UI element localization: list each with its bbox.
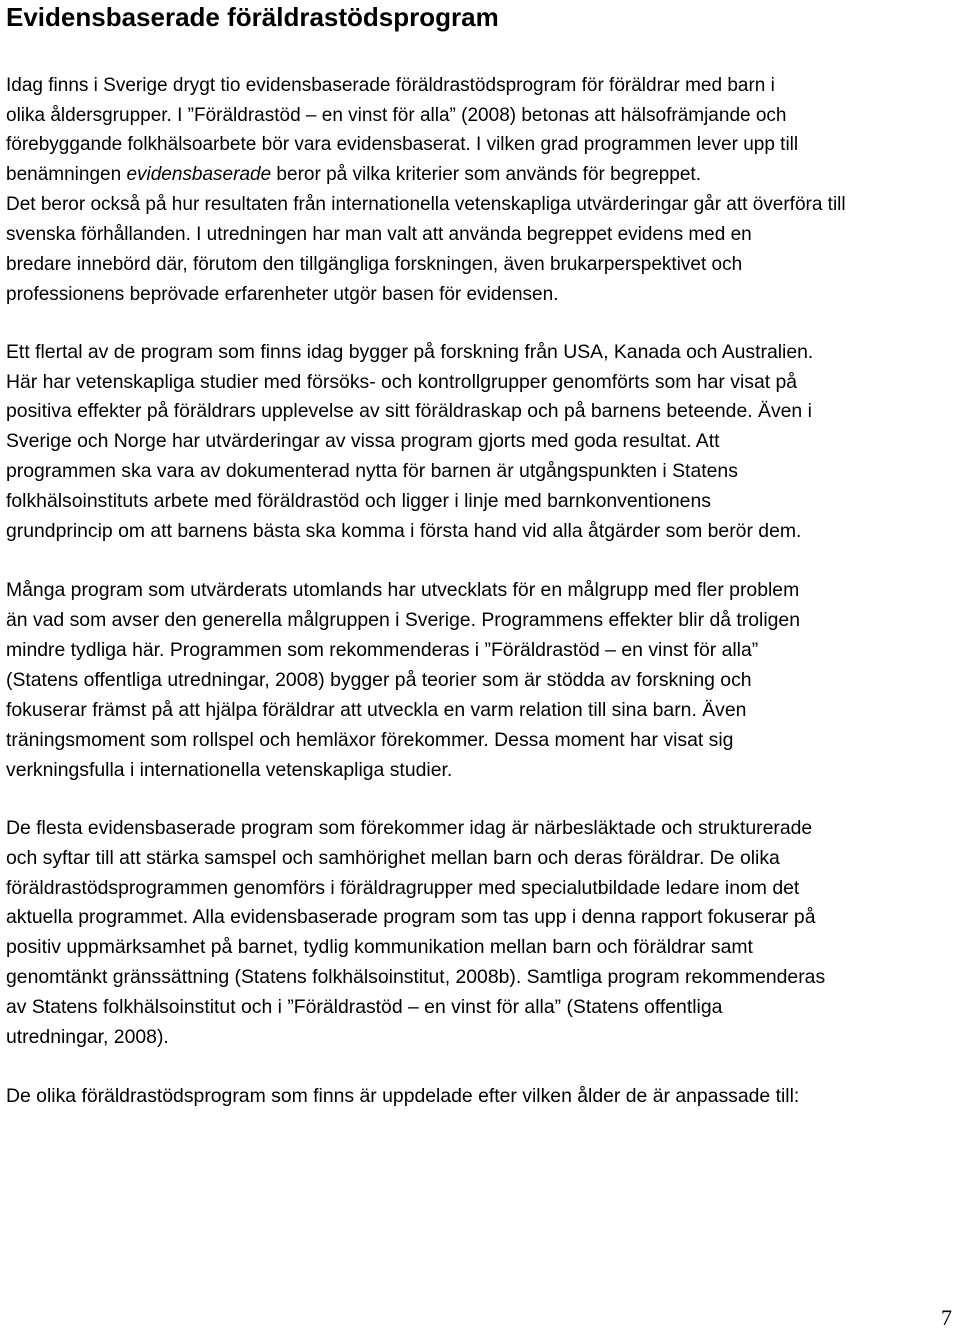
text-line <box>6 163 701 187</box>
text-segment: beror på vilka kriterier som används för begreppet. <box>271 164 701 185</box>
text-line: förebyggande folkhälsoarbete bör vara evidensbaserat. I vilken grad programmen lever upp till <box>6 134 799 155</box>
text-line: utredningar, 2008). <box>6 1026 169 1048</box>
text-line: professionens beprövade erfarenheter utgör basen för evidensen. <box>6 284 559 305</box>
text-line: Sverige och Norge har utvärderingar av vissa program gjorts med goda resultat. Att <box>6 430 720 452</box>
emphasized-term: evidensbaserade <box>126 164 272 185</box>
text-line: olika åldersgrupper. I ”Föräldrastöd – en vinst för alla” (2008) betonas att hälsofrämjande och <box>6 105 787 126</box>
text-line: aktuella programmet. Alla evidensbaserade program som tas upp i denna rapport fokuserar på <box>6 906 816 928</box>
page-title: Evidensbaserade föräldrastödsprogram <box>6 2 499 32</box>
text-line: träningsmoment som rollspel och hemläxor förekommer. Dessa moment har visat sig <box>6 729 734 751</box>
text-line: föräldrastödsprogrammen genomförs i föräldragrupper med specialutbildade ledare inom det <box>6 877 800 899</box>
text-line: programmen ska vara av dokumenterad nytta för barnen är utgångspunkten i Statens <box>6 460 738 482</box>
page-number: 7 <box>941 1305 952 1330</box>
text-line: (Statens offentliga utredningar, 2008) bygger på teorier som är stödda av forskning och <box>6 669 752 691</box>
text-line: än vad som avser den generella målgruppen i Sverige. Programmens effekter blir då troligen <box>6 609 801 631</box>
text-line: mindre tydliga här. Programmen som rekommenderas i ”Föräldrastöd – en vinst för alla” <box>6 639 759 661</box>
text-line: Ett flertal av de program som finns idag bygger på forskning från USA, Kanada och Australien. <box>6 341 814 363</box>
text-line: verkningsfulla i internationella vetenskapliga studier. <box>6 759 453 781</box>
text-line: grundprincip om att barnens bästa ska komma i första hand vid alla åtgärder som berör dem. <box>6 520 802 542</box>
text-line: Det beror också på hur resultaten från internationella vetenskapliga utvärderingar går att överföra till <box>6 194 846 215</box>
text-line: genomtänkt gränssättning (Statens folkhälsoinstitut, 2008b). Samtliga program rekommenderas <box>6 966 826 988</box>
text-line: positiv uppmärksamhet på barnet, tydlig kommunikation mellan barn och föräldrar samt <box>6 936 753 958</box>
text-line: Här har vetenskapliga studier med försöks- och kontrollgrupper genomförts som har visat på <box>6 371 798 393</box>
text-line: folkhälsoinstituts arbete med föräldrastöd och ligger i linje med barnkonventionens <box>6 490 711 512</box>
text-line: De olika föräldrastödsprogram som finns är uppdelade efter vilken ålder de är anpassade till: <box>6 1085 800 1107</box>
text-segment: benämningen <box>6 164 127 185</box>
text-line: och syftar till att stärka samspel och samhörighet mellan barn och deras föräldrar. De olika <box>6 847 780 869</box>
text-line: Idag finns i Sverige drygt tio evidensbaserade föräldrastödsprogram för föräldrar med barn i <box>6 75 775 96</box>
text-line: Många program som utvärderats utomlands har utvecklats för en målgrupp med fler problem <box>6 579 800 601</box>
text-line: fokuserar främst på att hjälpa föräldrar att utveckla en varm relation till sina barn. Även <box>6 699 747 721</box>
text-line: bredare innebörd där, förutom den tillgängliga forskningen, även brukarperspektivet och <box>6 254 743 275</box>
text-line: av Statens folkhälsoinstitut och i ”Föräldrastöd – en vinst för alla” (Statens offentliga <box>6 996 723 1018</box>
text-line: De flesta evidensbaserade program som förekommer idag är närbesläktade och strukturerade <box>6 817 813 839</box>
text-line: svenska förhållanden. I utredningen har man valt att använda begreppet evidens med en <box>6 224 752 245</box>
text-line: positiva effekter på föräldrars upplevelse av sitt föräldraskap och på barnens beteende. Även i <box>6 400 812 422</box>
